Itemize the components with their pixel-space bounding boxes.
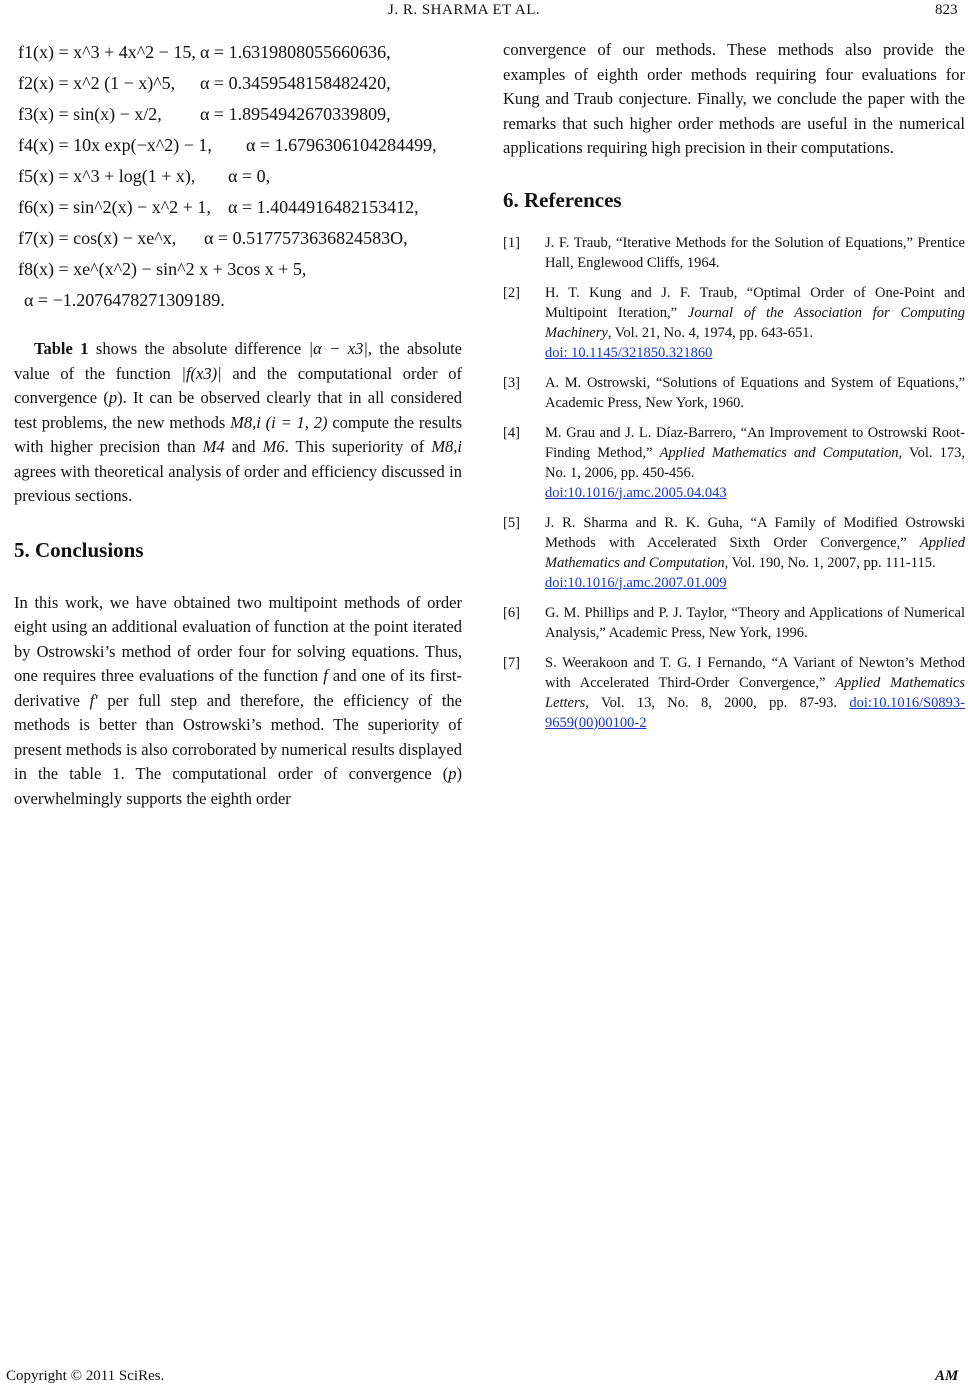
equation-root: α = 1.6796306104284499, bbox=[246, 135, 437, 155]
doi-link[interactable]: doi:10.1016/S0893-9659(00)00100-2 bbox=[545, 694, 965, 731]
equation-lhs: f7(x) = cos(x) − xe^x, bbox=[18, 228, 177, 248]
table-discussion-paragraph bbox=[14, 337, 462, 509]
math-inline: p bbox=[448, 764, 457, 783]
reference-number: [3] bbox=[503, 374, 520, 391]
conclusions-paragraph bbox=[14, 591, 462, 812]
math-inline: M4 bbox=[202, 437, 225, 456]
doi-link[interactable]: doi:10.1016/j.amc.2005.04.043 bbox=[545, 484, 727, 501]
reference-list bbox=[503, 233, 965, 733]
text-run: ). It can be observed clearly that in all considered test problems, the new methods bbox=[14, 388, 463, 432]
reference-text: , Vol. 173, No. 1, 2006, pp. 450-456. bbox=[545, 444, 966, 481]
reference-text: G. M. Phillips and P. J. Taylor, “Theory and Applications of Numerical Analysis,” Academic Press, New York, 1996. bbox=[545, 604, 965, 641]
equation-f5 bbox=[14, 162, 462, 193]
section-heading-references: 6. References bbox=[503, 187, 622, 212]
reference-item bbox=[503, 423, 965, 503]
text-run: , the absolute value of the function bbox=[14, 339, 462, 383]
text-run: per full step and therefore, the efficiency of the methods is better than Ostrowski’s method. The superiority of present methods is also corroborated by numerical results displayed in the table 1. The computational order of convergence ( bbox=[14, 690, 463, 783]
running-head bbox=[0, 0, 968, 22]
equation-f8-root bbox=[14, 286, 462, 317]
equation-f8 bbox=[14, 255, 462, 286]
equation-root: α = 0.5177573636824583O, bbox=[204, 228, 408, 248]
equation-f4 bbox=[14, 131, 462, 162]
equation-lhs: f5(x) = x^3 + log(1 + x), bbox=[18, 166, 196, 186]
reference-number: [5] bbox=[503, 514, 520, 531]
reference-journal: Applied Mathematics and Computation bbox=[545, 534, 965, 571]
page-number: 823 bbox=[935, 2, 958, 18]
text-run: shows the absolute difference bbox=[95, 339, 302, 358]
equation-lhs: f3(x) = sin(x) − x/2, bbox=[18, 104, 162, 124]
doi-link[interactable]: doi: 10.1145/321850.321860 bbox=[545, 344, 713, 361]
reference-text: , Vol. 21, No. 4, 1974, pp. 643-651. bbox=[607, 324, 814, 341]
reference-item bbox=[503, 603, 965, 643]
equation-lhs: f6(x) = sin^2(x) − x^2 + 1, bbox=[18, 197, 211, 217]
text-run: In this work, we have obtained two multipoint methods of order eight using an additional evaluation of function at the point iterated by Ostrowski’s method of order four for solving equations. Thus, one requires three evaluations of the function bbox=[14, 592, 462, 685]
reference-text: H. T. Kung and J. F. Traub, “Optimal Order of One-Point and Multipoint Iteration,” bbox=[545, 284, 965, 321]
equation-f6 bbox=[14, 193, 462, 224]
equation-root: α = 1.6319808055660636, bbox=[200, 42, 391, 62]
math-inline: f′ bbox=[89, 690, 98, 710]
reference-item bbox=[503, 653, 965, 733]
right-column bbox=[503, 38, 965, 743]
equation-f1 bbox=[14, 38, 462, 69]
equation-root: α = −1.2076478271309189. bbox=[24, 290, 225, 310]
copyright-notice: Copyright © 2011 SciRes. bbox=[6, 1368, 165, 1384]
text-run: and one of its first-derivative bbox=[14, 666, 462, 710]
equation-lhs: f2(x) = x^2 (1 − x)^5, bbox=[18, 73, 176, 93]
reference-number: [2] bbox=[503, 284, 520, 301]
reference-journal: Journal of the Association for Computing Machinery bbox=[545, 304, 965, 341]
reference-number: [6] bbox=[503, 604, 520, 621]
math-inline: f bbox=[323, 666, 328, 685]
reference-number: [4] bbox=[503, 424, 520, 441]
reference-text: S. Weerakoon and T. G. I Fernando, “A Variant of Newton’s Method with Accelerated Third-Order Convergence,” bbox=[545, 654, 965, 691]
section-heading-conclusions: 5. Conclusions bbox=[14, 537, 144, 562]
reference-item bbox=[503, 513, 965, 593]
equation-root: α = 0, bbox=[228, 166, 271, 186]
doi-link[interactable]: doi:10.1016/j.amc.2007.01.009 bbox=[545, 574, 727, 591]
text-run: agrees with theoretical analysis of order and efficiency discussed in previous sections. bbox=[14, 461, 462, 505]
equation-lhs: f8(x) = xe^(x^2) − sin^2 x + 3cos x + 5, bbox=[18, 259, 307, 279]
equation-root: α = 1.4044916482153412, bbox=[228, 197, 419, 217]
equation-f3 bbox=[14, 100, 462, 131]
reference-item bbox=[503, 233, 965, 273]
equation-lhs: f4(x) = 10x exp(−x^2) − 1, bbox=[18, 135, 212, 155]
reference-number: [1] bbox=[503, 234, 520, 251]
reference-text: A. M. Ostrowski, “Solutions of Equations and System of Equations,” Academic Press, New York, 1960. bbox=[545, 374, 965, 411]
text-run: compute the results with higher precision than bbox=[14, 412, 463, 456]
math-inline: |f(x3)| bbox=[181, 363, 222, 383]
reference-item bbox=[503, 373, 965, 413]
table-ref: Table 1 bbox=[34, 339, 89, 358]
reference-item bbox=[503, 283, 965, 363]
left-column bbox=[14, 38, 462, 811]
reference-text: , Vol. 190, No. 1, 2007, pp. 111-115. bbox=[724, 554, 936, 571]
equation-list bbox=[14, 38, 462, 317]
equation-root: α = 0.3459548158482420, bbox=[200, 73, 391, 93]
reference-text: J. R. Sharma and R. K. Guha, “A Family of Modified Ostrowski Methods with Accelerated Sixth Order Convergence,” bbox=[545, 514, 965, 551]
math-inline: p bbox=[108, 388, 118, 407]
reference-journal: Applied Mathematics Letters bbox=[545, 674, 965, 711]
text-run: and the computational order of convergence ( bbox=[14, 363, 463, 407]
equation-lhs: f1(x) = x^3 + 4x^2 − 15, bbox=[18, 42, 196, 62]
reference-journal: Applied Mathematics and Computation bbox=[659, 444, 899, 461]
reference-text: M. Grau and J. L. Díaz-Barrero, “An Improvement to Ostrowski Root-Finding Method,” bbox=[545, 424, 965, 461]
reference-number: [7] bbox=[503, 654, 520, 671]
reference-text: J. F. Traub, “Iterative Methods for the Solution of Equations,” Prentice Hall, Englewood Cliffs, 1964. bbox=[545, 234, 965, 271]
continuation-paragraph: convergence of our methods. These methods also provide the examples of eighth order methods requiring four evaluations for Kung and Traub conjecture. Finally, we conclude the paper with the remarks that such higher order methods are useful in the numerical applications requiring high precision in their computations. bbox=[503, 40, 965, 157]
math-inline: M6 bbox=[262, 437, 285, 456]
equation-f7 bbox=[14, 224, 462, 255]
reference-text: , Vol. 13, No. 8, 2000, pp. 87-93. bbox=[585, 694, 850, 711]
text-run: . This superiority of bbox=[284, 437, 425, 456]
journal-abbreviation: AM bbox=[935, 1368, 959, 1384]
equation-root: α = 1.8954942670339809, bbox=[200, 104, 391, 124]
equation-f2 bbox=[14, 69, 462, 100]
math-inline: M8,i (i = 1, 2) bbox=[230, 412, 328, 432]
text-run: ) overwhelmingly supports the eighth order bbox=[14, 764, 462, 808]
text-run: and bbox=[231, 437, 256, 456]
math-inline: |α − x3| bbox=[308, 339, 368, 358]
math-inline: M8,i bbox=[431, 437, 463, 456]
running-head-author: J. R. SHARMA ET AL. bbox=[388, 2, 541, 18]
